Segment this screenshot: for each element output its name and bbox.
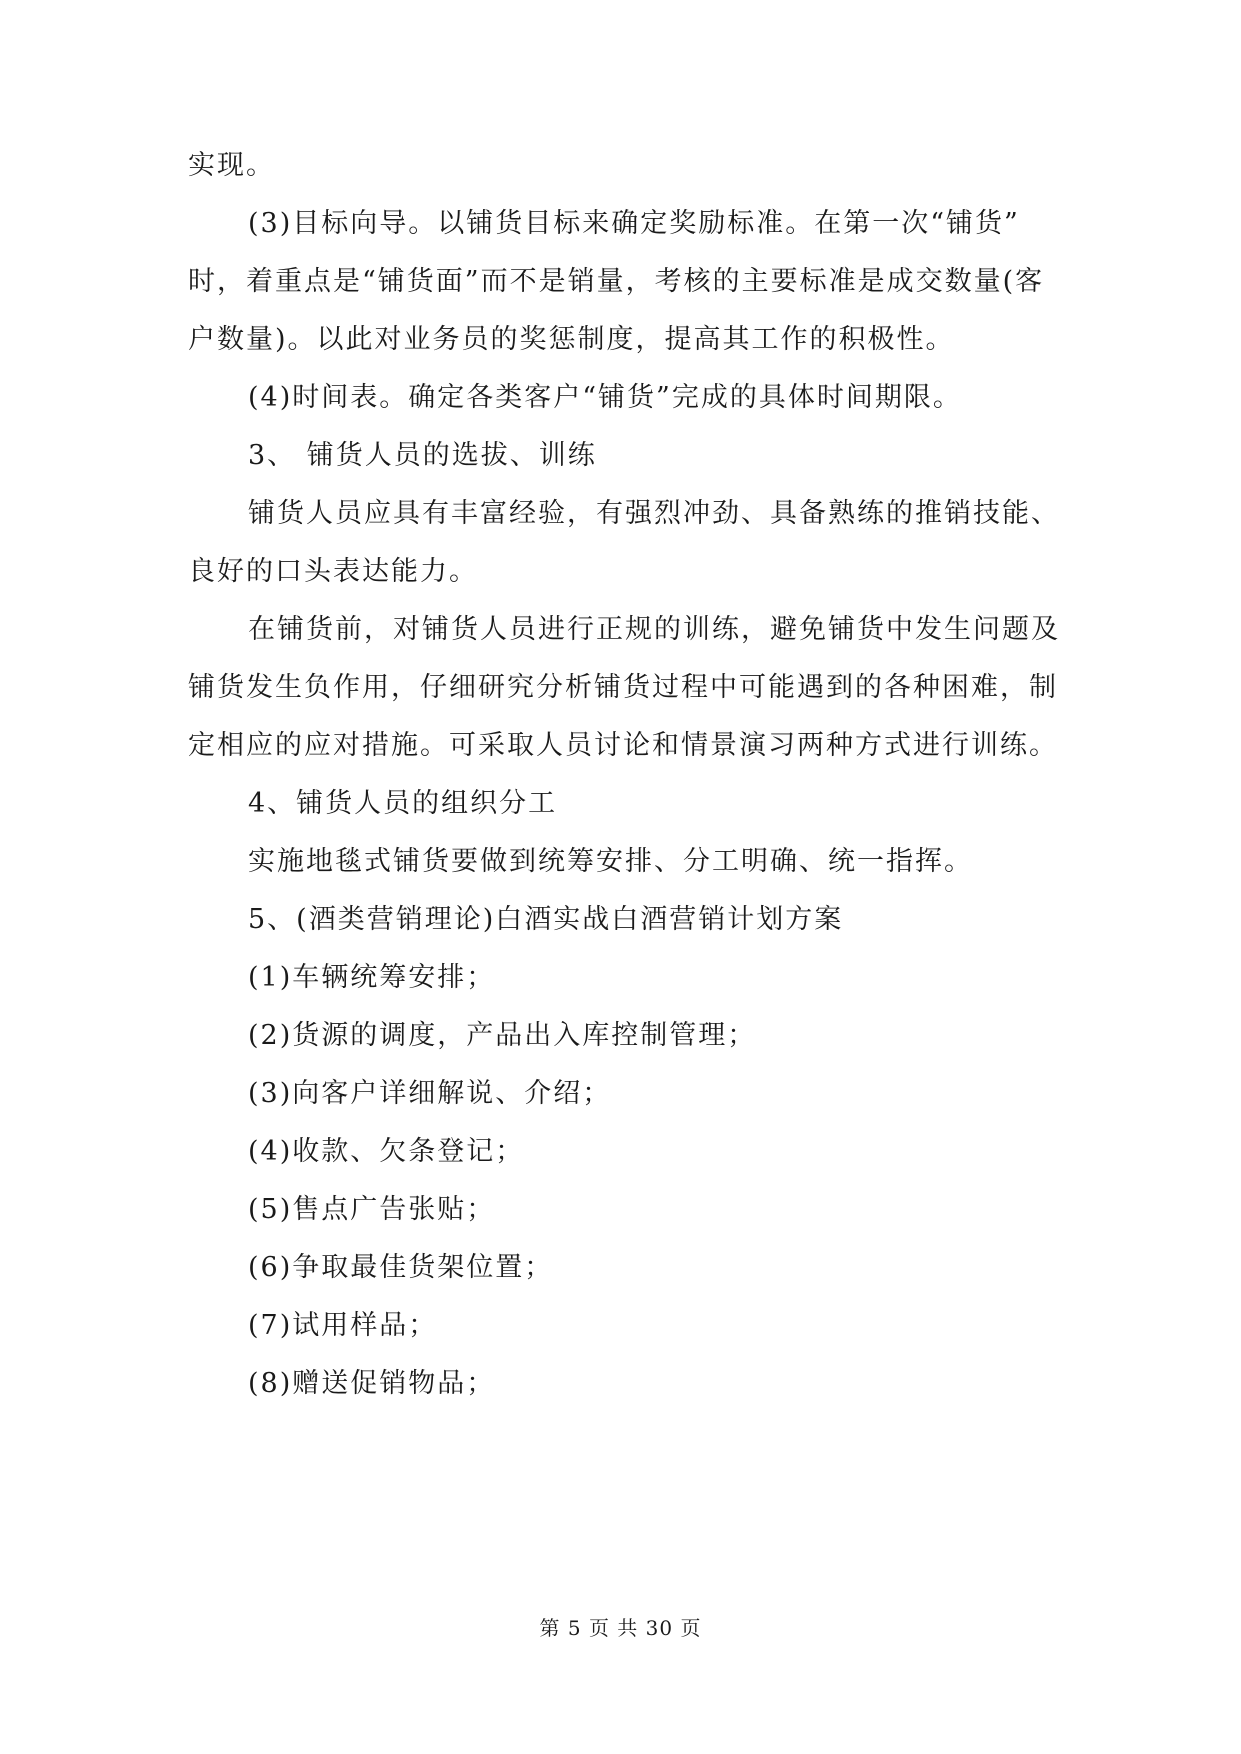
list-item: (5)售点广告张贴； bbox=[248, 1194, 496, 1225]
paragraph-line: 良好的口头表达能力。 bbox=[188, 556, 478, 587]
list-item: (8)赠送促销物品； bbox=[248, 1368, 496, 1399]
paragraph-line: 时，着重点是“铺货面”而不是销量，考核的主要标准是成交数量(客 bbox=[188, 266, 1045, 297]
paragraph-line: 在铺货前，对铺货人员进行正规的训练，避免铺货中发生问题及 bbox=[248, 614, 1060, 645]
section-heading: 5、(酒类营销理论)白酒实战白酒营销计划方案 bbox=[248, 904, 844, 935]
paragraph-line: 铺货人员应具有丰富经验，有强烈冲劲、具备熟练的推销技能、 bbox=[248, 498, 1060, 529]
section-heading: 3、 铺货人员的选拔、训练 bbox=[248, 440, 597, 471]
list-item: (7)试用样品； bbox=[248, 1310, 438, 1341]
paragraph-line: (3)目标向导。以铺货目标来确定奖励标准。在第一次“铺货” bbox=[248, 208, 1020, 239]
list-item: (3)向客户详细解说、介绍； bbox=[248, 1078, 612, 1109]
list-item: (1)车辆统筹安排； bbox=[248, 962, 496, 993]
list-item: (2)货源的调度，产品出入库控制管理； bbox=[248, 1020, 757, 1051]
paragraph-line: 实现。 bbox=[188, 150, 275, 181]
paragraph-line: 实施地毯式铺货要做到统筹安排、分工明确、统一指挥。 bbox=[248, 846, 973, 877]
paragraph-line: 定相应的应对措施。可采取人员讨论和情景演习两种方式进行训练。 bbox=[188, 730, 1058, 761]
list-item: (4)收款、欠条登记； bbox=[248, 1136, 525, 1167]
section-heading: 4、铺货人员的组织分工 bbox=[248, 788, 558, 819]
paragraph-line: 铺货发生负作用，仔细研究分析铺货过程中可能遇到的各种困难，制 bbox=[188, 672, 1058, 703]
paragraph-line: 户数量)。以此对业务员的奖惩制度，提高其工作的积极性。 bbox=[188, 324, 955, 355]
list-item: (6)争取最佳货架位置； bbox=[248, 1252, 554, 1283]
page-number-footer: 第 5 页 共 30 页 bbox=[539, 1616, 702, 1640]
paragraph-line: (4)时间表。确定各类客户“铺货”完成的具体时间期限。 bbox=[248, 382, 962, 413]
